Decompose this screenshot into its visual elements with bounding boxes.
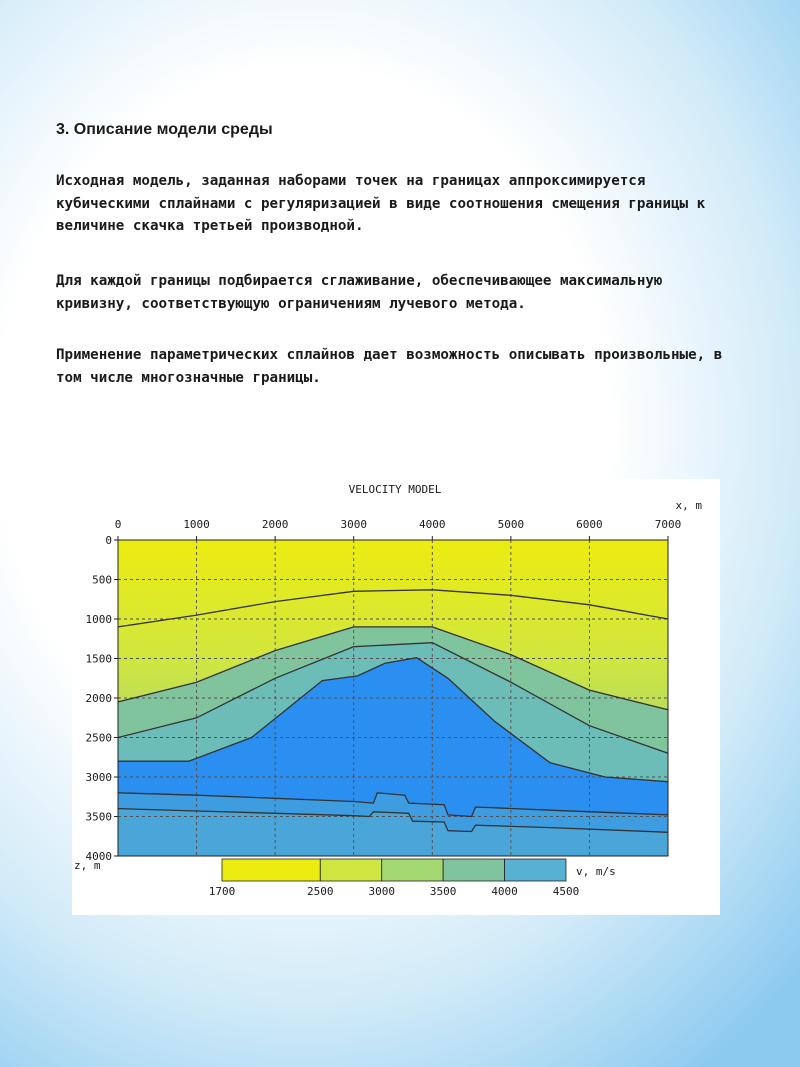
- chart-title: VELOCITY MODEL: [348, 483, 442, 496]
- velocity-model-figure: [72, 479, 720, 915]
- z-tick-label: 3000: [85, 771, 112, 784]
- colorbar-tick-label: 4500: [552, 885, 580, 898]
- colorbar-segment: [505, 859, 566, 881]
- colorbar-label: v, m/s: [576, 865, 616, 878]
- x-tick-label: 2000: [261, 518, 289, 531]
- y-axis-label: z, m: [74, 859, 101, 872]
- x-tick-label: 6000: [576, 518, 603, 531]
- colorbar-segment: [443, 859, 504, 881]
- z-tick-label: 2000: [85, 692, 112, 705]
- z-tick-label: 2500: [85, 731, 112, 745]
- paragraph-3: Применение параметрических сплайнов дает возможность описывать произвольные, в том числе многозначные границы.: [56, 347, 723, 386]
- x-tick-label: 3000: [340, 518, 367, 531]
- slide-title: 3. Описание модели среды: [56, 121, 273, 138]
- colorbar-tick-label: 1700: [208, 885, 236, 898]
- x-tick-label: 5000: [497, 518, 525, 531]
- colorbar-segment: [320, 859, 381, 881]
- x-axis-label: x, m: [675, 499, 702, 512]
- z-tick-label: 500: [92, 573, 112, 587]
- x-tick-label: 4000: [419, 518, 446, 531]
- x-tick-label: 0: [114, 518, 122, 531]
- paragraph-1: Исходная модель, заданная наборами точек на границах аппроксимируется кубическими сплайнами с регуляризацией в виде соотношения смещения границы к величине скачка третьей производной.: [56, 173, 706, 234]
- colorbar-tick-label: 2500: [307, 885, 334, 898]
- x-tick-label: 1000: [183, 518, 210, 531]
- colorbar-tick-label: 3500: [429, 885, 457, 898]
- velocity-model-chart: [72, 479, 720, 915]
- x-tick-label: 7000: [654, 518, 682, 531]
- z-tick-label: 0: [105, 534, 112, 547]
- colorbar-segment: [222, 859, 320, 881]
- z-tick-label: 4000: [85, 850, 112, 863]
- paragraph-2: Для каждой границы подбирается сглаживание, обеспечивающее максимальную кривизну, соответствующую ограничениям лучевого метода.: [56, 273, 663, 312]
- z-tick-label: 1000: [85, 613, 112, 626]
- z-tick-label: 1500: [85, 652, 112, 666]
- colorbar-segment: [382, 859, 443, 881]
- z-tick-label: 3500: [85, 810, 112, 824]
- colorbar-tick-label: 3000: [368, 885, 395, 898]
- colorbar-tick-label: 4000: [491, 885, 518, 898]
